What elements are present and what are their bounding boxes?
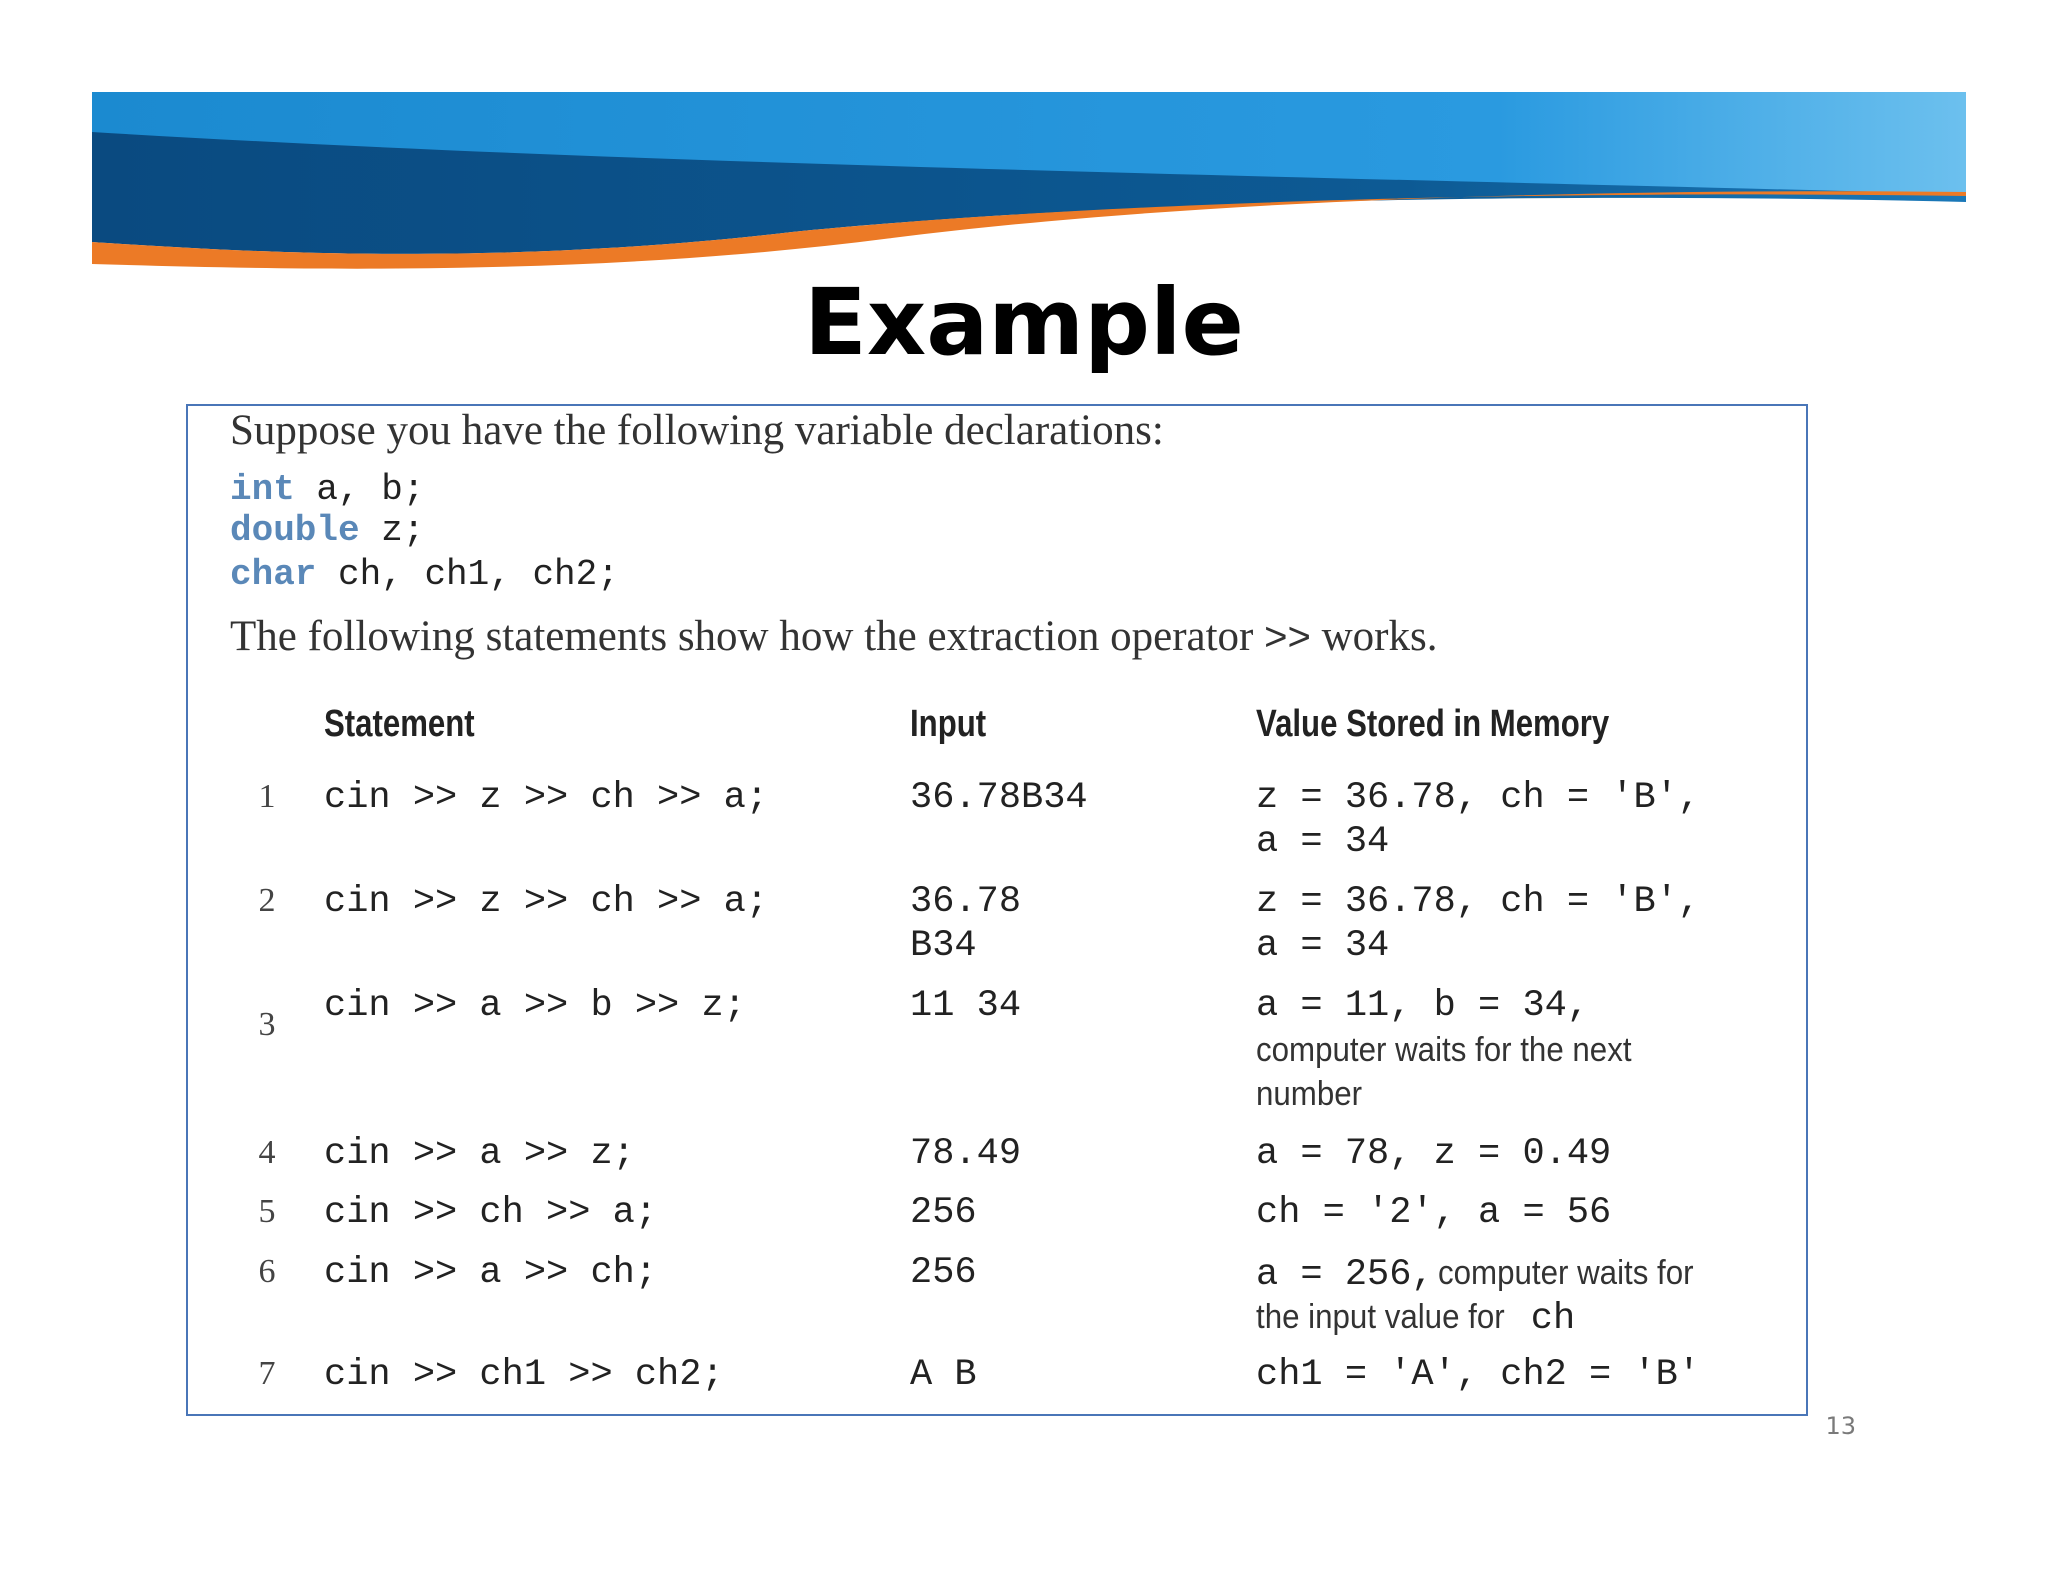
statement-code: cin >> a >> b >> z; bbox=[324, 985, 746, 1027]
statement-code: cin >> ch >> a; bbox=[324, 1192, 658, 1234]
stored-value bbox=[1256, 1251, 1716, 1297]
declaration-vars: a, b; bbox=[294, 469, 425, 510]
stored-value: a = 11, b = 34, bbox=[1256, 985, 1590, 1027]
input-value: 36.78B34 bbox=[910, 777, 1088, 819]
stored-value-note: computer waits for the next bbox=[1256, 1031, 1632, 1069]
row-number: 5 bbox=[258, 1193, 276, 1230]
stored-value-note: the input value for bbox=[1256, 1298, 1505, 1336]
statement-code: cin >> z >> ch >> a; bbox=[324, 881, 769, 923]
stored-value-note: number bbox=[1256, 1075, 1363, 1113]
stored-value: z = 36.78, ch = 'B', bbox=[1256, 881, 1701, 923]
declaration-line bbox=[230, 468, 424, 512]
keyword: char bbox=[230, 554, 317, 595]
page-number: 13 bbox=[1825, 1412, 1856, 1440]
statement-code: cin >> ch1 >> ch2; bbox=[324, 1354, 724, 1396]
declaration-vars: z; bbox=[359, 510, 425, 551]
stored-value-note: computer waits for bbox=[1438, 1254, 1694, 1292]
stored-value: a = 34 bbox=[1256, 821, 1390, 863]
stored-value bbox=[1256, 1295, 1575, 1341]
input-value: 256 bbox=[910, 1252, 977, 1294]
header-input: Input bbox=[910, 703, 987, 745]
header-value: Value Stored in Memory bbox=[1256, 703, 1610, 745]
stored-value-code: ch bbox=[1530, 1298, 1576, 1340]
row-number: 2 bbox=[258, 882, 276, 919]
header-statement: Statement bbox=[324, 703, 475, 745]
header-banner bbox=[92, 92, 1966, 270]
row-number: 1 bbox=[258, 778, 276, 815]
stored-value: ch1 = 'A', ch2 = 'B' bbox=[1256, 1354, 1701, 1396]
declaration-line bbox=[230, 553, 619, 597]
input-value: 78.49 bbox=[910, 1133, 1022, 1175]
stored-value: a = 34 bbox=[1256, 925, 1390, 967]
row-number: 7 bbox=[258, 1355, 276, 1392]
input-value: 256 bbox=[910, 1192, 977, 1234]
keyword: double bbox=[230, 510, 360, 551]
keyword: int bbox=[230, 469, 295, 510]
statement-code: cin >> z >> ch >> a; bbox=[324, 777, 769, 819]
stored-value: z = 36.78, ch = 'B', bbox=[1256, 777, 1701, 819]
explanation-text bbox=[230, 612, 1437, 662]
operator-symbol: >> bbox=[1264, 615, 1311, 659]
input-value: 11 34 bbox=[910, 985, 1022, 1027]
input-value: B34 bbox=[910, 925, 977, 967]
stored-value-code: a = 256, bbox=[1256, 1254, 1434, 1296]
declaration-line bbox=[230, 509, 424, 553]
stored-value: a = 78, z = 0.49 bbox=[1256, 1133, 1612, 1175]
input-value: A B bbox=[910, 1354, 977, 1396]
explanation-part: The following statements show how the extraction operator bbox=[230, 613, 1265, 660]
statement-code: cin >> a >> z; bbox=[324, 1133, 635, 1175]
textbook-excerpt bbox=[186, 404, 1808, 1416]
explanation-part: works. bbox=[1310, 613, 1438, 660]
statement-code: cin >> a >> ch; bbox=[324, 1252, 658, 1294]
row-number: 4 bbox=[258, 1134, 276, 1171]
intro-text: Suppose you have the following variable declarations: bbox=[230, 407, 1164, 454]
row-number: 3 bbox=[258, 1006, 276, 1043]
declaration-vars: ch, ch1, ch2; bbox=[316, 554, 619, 595]
input-value: 36.78 bbox=[910, 881, 1022, 923]
slide-title: Example bbox=[804, 269, 1244, 376]
stored-value: ch = '2', a = 56 bbox=[1256, 1192, 1612, 1234]
row-number: 6 bbox=[258, 1253, 276, 1290]
